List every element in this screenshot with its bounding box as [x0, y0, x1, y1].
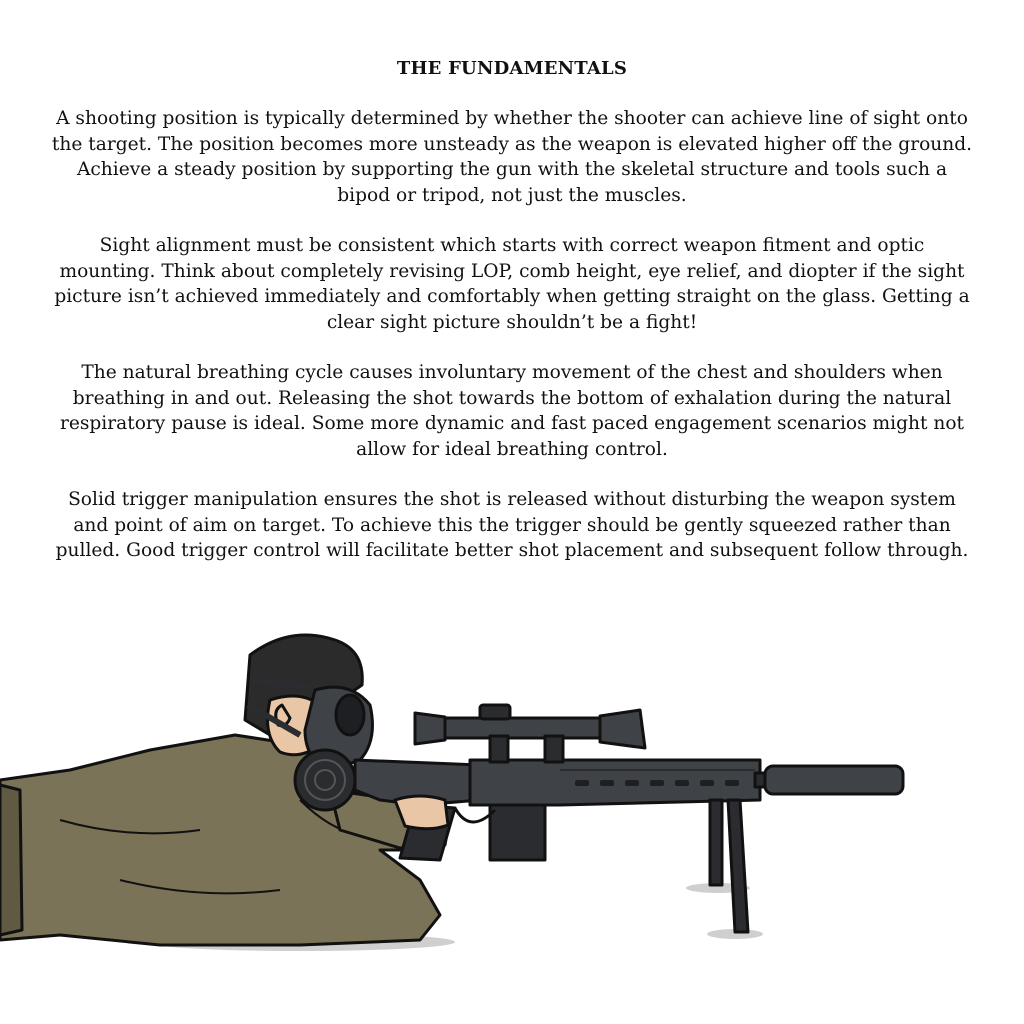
mask-eyepiece — [336, 695, 364, 735]
scope-objective — [600, 710, 645, 748]
page-title: THE FUNDAMENTALS — [396, 58, 628, 79]
magazine — [490, 805, 545, 860]
paragraph-trigger: Solid trigger manipulation ensures the shot is released without disturbing the weapon system and point of aim on target. To achieve this the trigger should be gently squeezed rather than pulled. Good trigger control will facilitate better shot placement and subsequent follow through. — [55, 489, 969, 561]
body-text — [50, 106, 974, 589]
paragraph-sight-alignment: Sight alignment must be consistent which starts with correct weapon fitment and optic mounting. Think about completely revising LOP, comb height, eye relief, and diopter if the sight picture isn’t achieved immediately and comfortably when getting straight on the glass. Getting a clear sight picture shouldn’t be a fight! — [54, 235, 970, 333]
suppressor — [765, 766, 903, 794]
shooter-hand — [395, 796, 448, 829]
paragraph-position: A shooting position is typically determined by whether the shooter can achieve line of sight onto the target. The position becomes more unsteady as the weapon is elevated higher off the ground. Achieve a steady position by supporting the gun with the skeletal structure and tools such a bipod or tripod, not just the muscles. — [51, 108, 973, 206]
bipod — [710, 800, 748, 932]
scope-eyepiece — [415, 713, 445, 744]
scope-body — [440, 718, 610, 738]
prone-shooter-illustration — [0, 620, 1024, 980]
paragraph-breathing: The natural breathing cycle causes involuntary movement of the chest and shoulders when breathing in and out. Releasing the shot towards the bottom of exhalation during the natural respiratory pause is ideal. Some more dynamic and fast paced engagement scenarios might not allow for ideal breathing control. — [59, 362, 965, 460]
